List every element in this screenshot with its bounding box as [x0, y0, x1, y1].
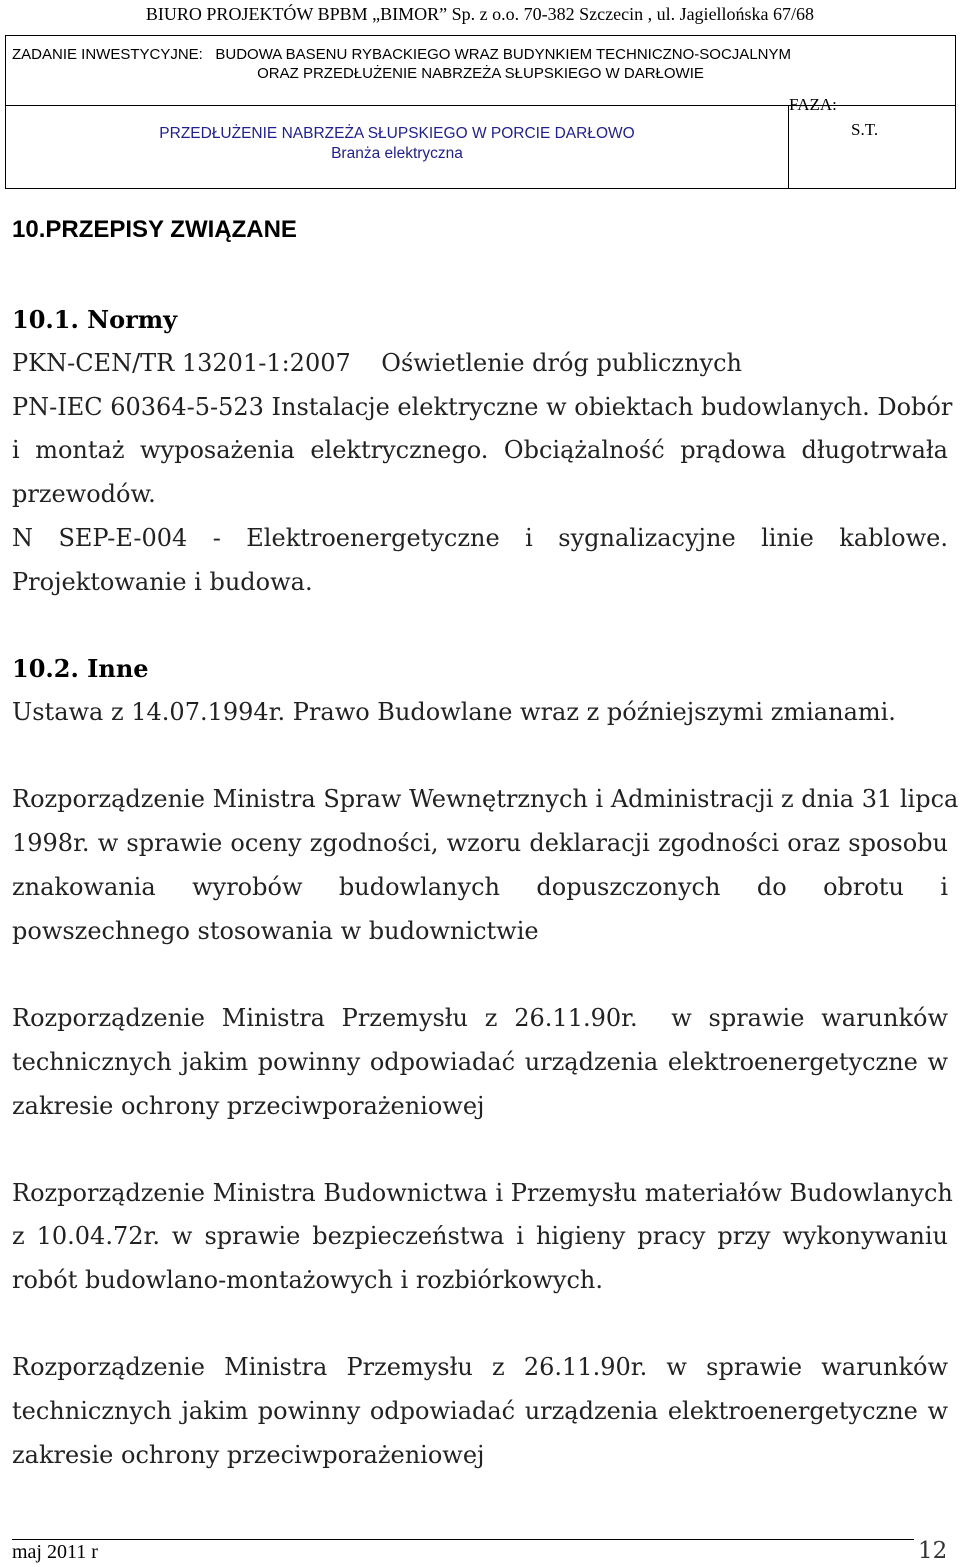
section-branch: Branża elektryczna	[331, 145, 463, 162]
footer-divider	[12, 1539, 914, 1540]
normy-line-4: przewodów.	[12, 480, 156, 508]
para3-line-1: Rozporządzenie Ministra Budownictwa i Przemysłu materiałów Budowlanych	[12, 1179, 953, 1207]
company-header: BIURO PROJEKTÓW BPBM „BIMOR” Sp. z o.o. 70-382 Szczecin , ul. Jagiellońska 67/68	[145, 4, 815, 24]
para4-line-1: Rozporządzenie Ministra Przemysłu z 26.11.90r. w sprawie warunków	[12, 1353, 948, 1381]
footer-date: maj 2011 r	[12, 1541, 98, 1563]
normy-line-2: PN-IEC 60364-5-523 Instalacje elektryczne w obiektach budowlanych. Dobór	[12, 393, 953, 421]
faza-value: S.T.	[851, 120, 879, 139]
para1-line-2: 1998r. w sprawie oceny zgodności, wzoru deklaracji zgodności oraz sposobu	[12, 829, 948, 857]
section-title: PRZEDŁUŻENIE NABRZEŻA SŁUPSKIEGO W PORCIE DARŁOWO	[159, 125, 635, 142]
page-number: 12	[918, 1538, 948, 1564]
section-cell	[6, 106, 789, 188]
inne-line: Ustawa z 14.07.1994r. Prawo Budowlane wraz z późniejszymi zmianami.	[12, 698, 896, 726]
normy-line-6: Projektowanie i budowa.	[12, 568, 313, 596]
main-heading: 10.PRZEPISY ZWIĄZANE	[12, 216, 297, 243]
subheading-inne: 10.2. Inne	[12, 654, 149, 683]
para1-line-1: Rozporządzenie Ministra Spraw Wewnętrznych i Administracji z dnia 31 lipca	[12, 785, 959, 813]
normy-line-1: PKN-CEN/TR 13201-1:2007 Oświetlenie dróg publicznych	[12, 349, 742, 377]
para3-line-2: z 10.04.72r. w sprawie bezpieczeństwa i higieny pracy przy wykonywaniu	[12, 1222, 948, 1250]
para2-line-1: Rozporządzenie Ministra Przemysłu z 26.11.90r. w sprawie warunków	[12, 1004, 948, 1032]
para1-line-4: powszechnego stosowania w budownictwie	[12, 917, 539, 945]
para1-line-3: znakowania wyrobów budowlanych dopuszczonych do obrotu i	[12, 873, 948, 901]
investment-line-1: ZADANIE INWESTYCYJNE: BUDOWA BASENU RYBACKIEGO WRAZ BUDYNKIEM TECHNICZNO-SOCJALNYM	[12, 46, 791, 63]
normy-line-5: N SEP-E-004 - Elektroenergetyczne i sygnalizacyjne linie kablowe.	[12, 524, 948, 552]
para4-line-3: zakresie ochrony przeciwporażeniowej	[12, 1441, 485, 1469]
para4-line-2: technicznych jakim powinny odpowiadać urządzenia elektroenergetyczne w	[12, 1397, 948, 1425]
para3-line-3: robót budowlano-montażowych i rozbiórkowych.	[12, 1266, 603, 1294]
investment-line-2: ORAZ PRZEDŁUŻENIE NABRZEŻA SŁUPSKIEGO W DARŁOWIE	[257, 65, 704, 82]
para2-line-2: technicznych jakim powinny odpowiadać urządzenia elektroenergetyczne w	[12, 1048, 948, 1076]
normy-line-3: i montaż wyposażenia elektrycznego. Obciążalność prądowa długotrwała	[12, 436, 948, 464]
faza-label: FAZA:	[789, 95, 837, 114]
subheading-normy: 10.1. Normy	[12, 305, 178, 334]
para2-line-3: zakresie ochrony przeciwporażeniowej	[12, 1092, 485, 1120]
